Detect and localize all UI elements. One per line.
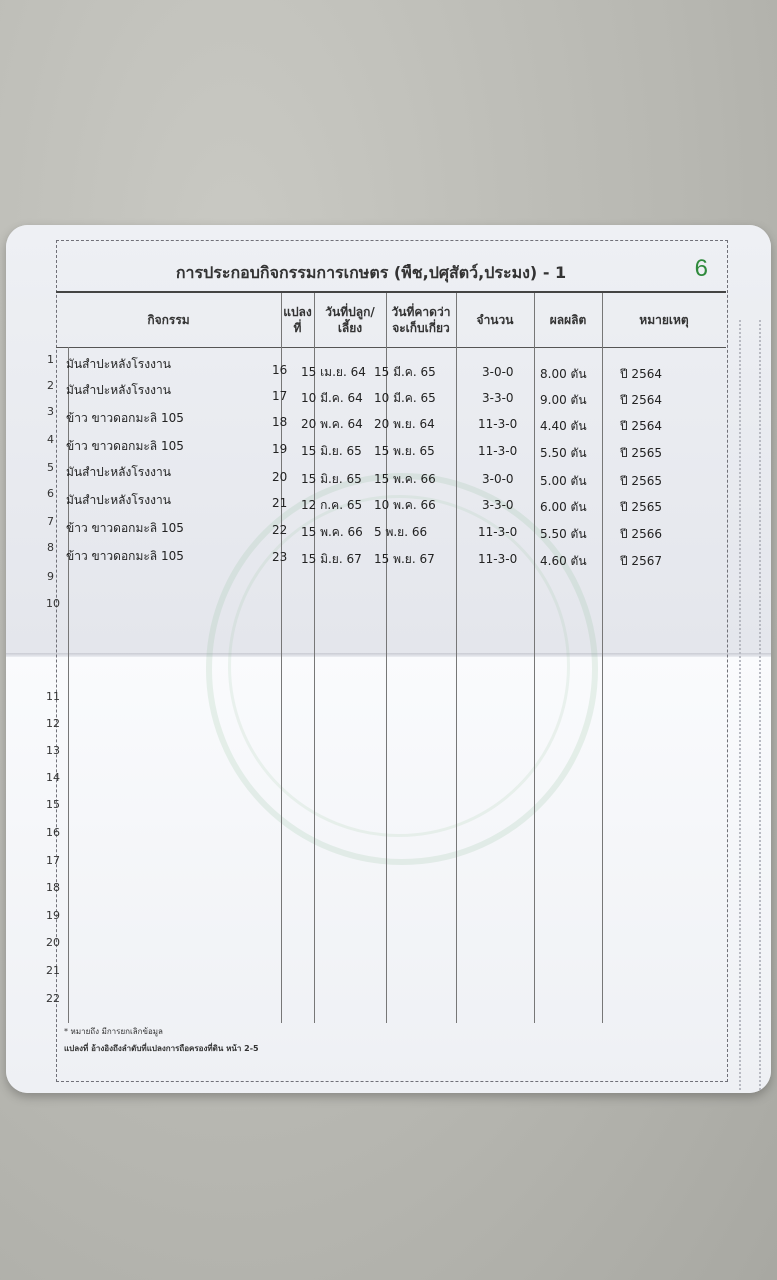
cell-plot: 20 [272, 470, 288, 484]
cell-plant-date: 15 มิ.ย. 67 [301, 552, 362, 566]
row-number: 14 [46, 771, 60, 784]
row-number: 10 [46, 597, 60, 610]
row-number: 15 [46, 798, 60, 811]
header-yield: ผลผลิต [549, 313, 587, 327]
cell-amount: 11-3-0 [478, 552, 518, 566]
row-number: 2 [47, 379, 54, 392]
cell-plot: 16 [272, 363, 288, 377]
cell-note: ปี 2565 [620, 446, 662, 460]
cell-yield: 8.00 ตัน [540, 367, 587, 381]
cell-yield: 4.60 ตัน [540, 554, 587, 568]
header-amount: จำนวน [476, 313, 514, 327]
cell-note: ปี 2565 [620, 500, 662, 514]
row-number: 19 [46, 909, 60, 922]
cell-yield: 9.00 ตัน [540, 393, 587, 407]
cell-amount: 11-3-0 [478, 525, 518, 539]
cell-activity: ข้าว ขาวดอกมะลิ 105 [66, 439, 184, 453]
row-number: 12 [46, 717, 60, 730]
cell-harvest-date: 15 พ.ค. 66 [374, 472, 436, 486]
cell-plant-date: 20 พ.ค. 64 [301, 417, 363, 431]
cell-harvest-date: 5 พ.ย. 66 [374, 525, 428, 539]
booklet [6, 225, 771, 1093]
cell-plant-date: 15 เม.ย. 64 [301, 365, 366, 379]
header-plot: แปลง ที่ [283, 305, 312, 335]
cell-plot: 21 [272, 496, 288, 510]
header-harvest-date: วันที่คาดว่า จะเก็บเกี่ยว [391, 305, 451, 335]
cell-amount: 3-0-0 [482, 472, 514, 486]
cell-plant-date: 10 มี.ค. 64 [301, 391, 363, 405]
row-number: 6 [47, 487, 54, 500]
cell-yield: 6.00 ตัน [540, 500, 587, 514]
column-divider [534, 293, 535, 1023]
row-number: 4 [47, 433, 54, 446]
cell-plot: 23 [272, 550, 288, 564]
header-activity: กิจกรรม [147, 313, 190, 327]
cell-plant-date: 15 มิ.ย. 65 [301, 444, 362, 458]
footnote-cancelled: * หมายถึง มีการยกเลิกข้อมูล [64, 1027, 163, 1036]
cell-note: ปี 2564 [620, 367, 662, 381]
cell-activity: ข้าว ขาวดอกมะลิ 105 [66, 411, 184, 425]
row-number: 18 [46, 881, 60, 894]
cell-plant-date: 15 พ.ค. 66 [301, 525, 363, 539]
cell-yield: 4.40 ตัน [540, 419, 587, 433]
column-divider [456, 293, 457, 1023]
cell-amount: 3-0-0 [482, 365, 514, 379]
cell-amount: 11-3-0 [478, 444, 518, 458]
cell-activity: มันสำปะหลังโรงงาน [66, 465, 171, 479]
cell-plot: 17 [272, 389, 288, 403]
row-number: 3 [47, 405, 54, 418]
cell-note: ปี 2565 [620, 474, 662, 488]
cell-activity: มันสำปะหลังโรงงาน [66, 383, 171, 397]
cell-harvest-date: 15 พ.ย. 65 [374, 444, 435, 458]
row-number: 16 [46, 826, 60, 839]
title-row [56, 255, 726, 293]
header-plant-date: วันที่ปลูก/ เลี้ยง [325, 305, 375, 335]
row-number: 22 [46, 992, 60, 1005]
row-number: 1 [47, 353, 54, 366]
page-title: การประกอบกิจกรรมการเกษตร (พืช,ปศุสัตว์,ประมง) - 1 [175, 263, 567, 282]
cell-note: ปี 2567 [620, 554, 662, 568]
footnote-plot-reference: แปลงที่ อ้างอิงถึงลำดับที่แปลงการถือครองที่ดิน หน้า 2-5 [64, 1044, 259, 1053]
row-number: 5 [47, 461, 54, 474]
cell-harvest-date: 15 มี.ค. 65 [374, 365, 436, 379]
cell-plot: 19 [272, 442, 288, 456]
cell-harvest-date: 15 พ.ย. 67 [374, 552, 435, 566]
plastic-sleeve-edge [739, 320, 761, 1090]
row-number: 13 [46, 744, 60, 757]
cell-plot: 18 [272, 415, 288, 429]
row-number: 21 [46, 964, 60, 977]
row-number: 7 [47, 515, 54, 528]
cell-amount: 11-3-0 [478, 417, 518, 431]
cell-harvest-date: 20 พ.ย. 64 [374, 417, 435, 431]
row-number: 17 [46, 854, 60, 867]
cell-harvest-date: 10 มี.ค. 65 [374, 391, 436, 405]
row-number: 9 [47, 570, 54, 583]
header-note: หมายเหตุ [639, 313, 689, 327]
cell-note: ปี 2564 [620, 393, 662, 407]
row-number: 11 [46, 690, 60, 703]
cell-amount: 3-3-0 [482, 498, 514, 512]
cell-activity: ข้าว ขาวดอกมะลิ 105 [66, 521, 184, 535]
row-number: 8 [47, 541, 54, 554]
cell-note: ปี 2566 [620, 527, 662, 541]
column-divider [602, 293, 603, 1023]
row-number: 20 [46, 936, 60, 949]
cell-yield: 5.50 ตัน [540, 446, 587, 460]
cell-plot: 22 [272, 523, 288, 537]
cell-harvest-date: 10 พ.ค. 66 [374, 498, 436, 512]
cell-plant-date: 12 ก.ค. 65 [301, 498, 363, 512]
cell-plant-date: 15 มิ.ย. 65 [301, 472, 362, 486]
cell-yield: 5.00 ตัน [540, 474, 587, 488]
cell-amount: 3-3-0 [482, 391, 514, 405]
page-number: 6 [694, 255, 708, 282]
cell-yield: 5.50 ตัน [540, 527, 587, 541]
cell-activity: มันสำปะหลังโรงงาน [66, 493, 171, 507]
header-divider [56, 347, 726, 348]
cell-activity: มันสำปะหลังโรงงาน [66, 357, 171, 371]
cell-activity: ข้าว ขาวดอกมะลิ 105 [66, 549, 184, 563]
cell-note: ปี 2564 [620, 419, 662, 433]
